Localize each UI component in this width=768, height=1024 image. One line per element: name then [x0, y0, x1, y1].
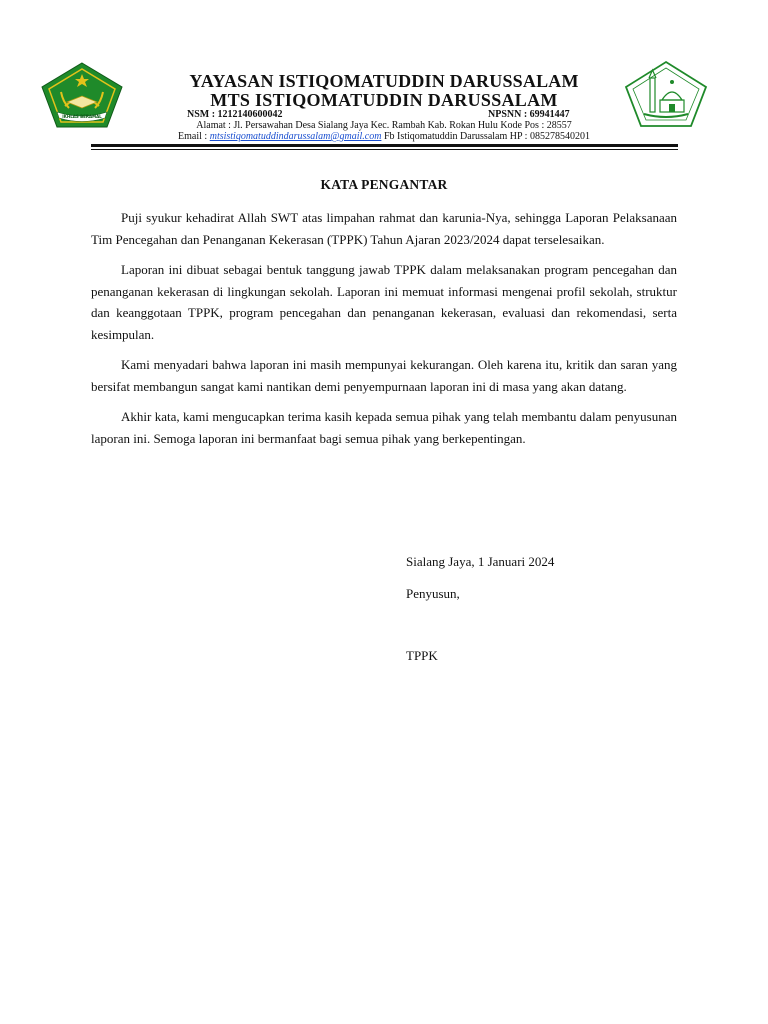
- paragraph: Puji syukur kehadirat Allah SWT atas limpahan rahmat dan karunia-Nya, sehingga Laporan Pelaksanaan Tim Pencegahan dan Penanganan Kekerasan (TPPK) Tahun Ajaran 2023/2024 dapat terselesaikan.: [91, 210, 677, 247]
- letterhead-divider-thin: [91, 149, 678, 150]
- paragraph: Kami menyadari bahwa laporan ini masih mempunyai kekurangan. Oleh karena itu, kritik dan saran yang bersifat membangun sangat kami nantikan demi penyempurnaan laporan ini di masa yang akan datang.: [91, 357, 677, 394]
- signature-role: Penyusun,: [406, 586, 460, 601]
- signature-name: TPPK: [406, 648, 438, 663]
- paragraph: Laporan ini dibuat sebagai bentuk tanggung jawab TPPK dalam melaksanakan program pencegahan dan penanganan kekerasan di lingkungan sekolah. Laporan ini memuat informasi mengenai profil sekolah, struktur dan keanggotaan TPPK, program pencegahan dan penanganan kekerasan, evaluasi dan rekomendasi, serta kesimpulan.: [91, 262, 677, 342]
- contact-details: Fb Istiqomatuddin Darussalam HP : 085278540201: [381, 131, 590, 142]
- letterhead-divider-thick: [91, 144, 678, 147]
- email-link[interactable]: mtsistiqomatuddindarussalam@gmail.com: [209, 131, 382, 142]
- letterhead-text: [130, 72, 638, 142]
- document-title: KATA PENGANTAR: [320, 177, 448, 192]
- nsm-number: NSM : 121214060​0042: [187, 109, 283, 120]
- kemenag-emblem-icon: [41, 62, 123, 128]
- signature-place-date: Sialang Jaya, 1 Januari 2024: [406, 554, 555, 569]
- emblem-ribbon-text: IKHLAS BERAMAL: [62, 114, 102, 119]
- paragraph: Akhir kata, kami mengucapkan terima kasih kepada semua pihak yang telah membantu dalam penyusunan laporan ini. Semoga laporan ini bermanfaat bagi semua pihak yang berkepentingan.: [91, 409, 677, 446]
- school-name: MTS ISTIQOMATUDDIN DARUSSALAM: [210, 90, 558, 110]
- email-label: Email :: [178, 131, 210, 142]
- document-body: [91, 175, 677, 458]
- school-address: Alamat : Jl. Persawahan Desa Sialang Jaya Kec. Rambah Kab. Rokan Hulu Kode Pos : 28557: [196, 120, 572, 131]
- school-ids: [130, 109, 638, 120]
- school-contact: [130, 131, 638, 142]
- npsn-number: NPSNN : 69941447: [488, 109, 570, 120]
- foundation-name: YAYASAN ISTIQOMATUDDIN DARUSSALAM: [189, 71, 579, 91]
- letterhead: [0, 0, 768, 150]
